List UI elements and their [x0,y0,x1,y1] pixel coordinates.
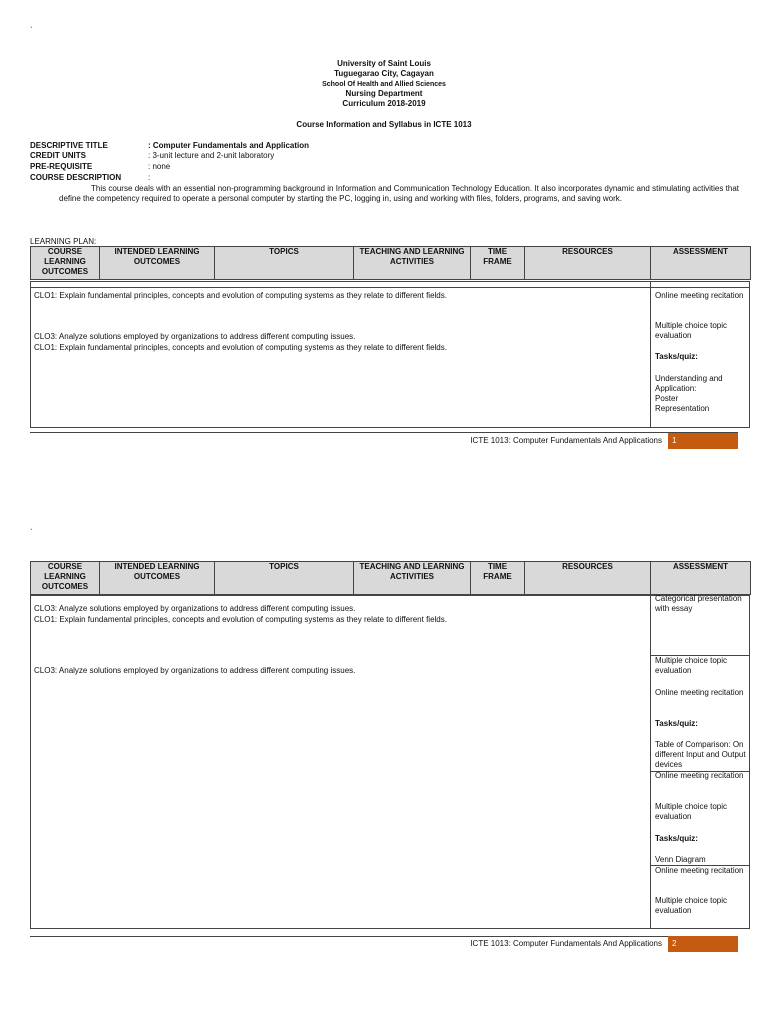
assessment-item: Multiple choice topic evaluation [655,896,728,915]
col-header-time-frame: TIME FRAME [471,562,525,595]
col-header-assessment: ASSESSMENT [651,562,751,595]
assessment-tasks-label: Tasks/quiz: [655,834,698,843]
col-header-topics: TOPICS [215,247,354,280]
col-header-topics: TOPICS [215,562,354,595]
table-row-text: CLO3: Analyze solutions employed by organizations to address different computing issues. [34,604,356,613]
col-header-clo: COURSE LEARNING OUTCOMES [31,247,100,280]
col-header-tla: TEACHING AND LEARNING ACTIVITIES [354,247,471,280]
footer-course-p2: ICTE 1013: Computer Fundamentals And Applications [470,939,662,948]
assessment-item: Multiple choice topic evaluation [655,802,728,821]
col-header-resources: RESOURCES [525,562,651,595]
curriculum-year: Curriculum 2018-2019 [342,99,426,108]
assessment-item: Online meeting recitation [655,866,744,875]
assessment-item: Online meeting recitation [655,771,744,780]
learning-plan-header-p1 [30,246,751,280]
footer-course-p1: ICTE 1013: Computer Fundamentals And Applications [470,436,662,445]
table-row-text: CLO1: Explain fundamental principles, concepts and evolution of computing systems as they relate to different fields. [34,291,447,300]
credit-units-value: : 3-unit lecture and 2-unit laboratory [148,151,275,160]
credit-units-label: CREDIT UNITS [30,151,86,160]
descriptive-title-value: : Computer Fundamentals and Application [148,141,310,150]
col-header-ilo: INTENDED LEARNING OUTCOMES [100,562,215,595]
footer-rule-p1 [30,432,738,433]
course-description-text [59,184,739,204]
col-header-assessment: ASSESSMENT [651,247,751,280]
syllabus-title: Course Information and Syllabus in ICTE 1013 [296,120,472,129]
assessment-item: Multiple choice topic evaluation [655,656,728,675]
col-header-ilo: INTENDED LEARNING OUTCOMES [100,247,215,280]
assessment-item: Representation [655,404,710,413]
page-number-badge-p2: 2 [668,936,738,952]
assessment-tasks-label: Tasks/quiz: [655,719,698,728]
assessment-item: Venn Diagram [655,855,706,864]
page-tick-mark: ` [30,26,33,35]
assessment-item: Understanding and Application: [655,374,723,393]
assessment-divider-p2 [650,595,651,928]
university-city: Tuguegarao City, Cagayan [334,69,434,78]
school-name-text: School Of Health and Allied Sciences [322,81,446,88]
university-name: University of Saint Louis [337,59,431,68]
table-body-p1 [30,287,750,428]
assessment-tasks-label: Tasks/quiz: [655,352,698,361]
assessment-item: Poster [655,394,679,403]
assessment-item: Categorical presentation with essay [655,594,742,613]
page-tick-mark: ` [30,528,33,537]
course-description-label: COURSE DESCRIPTION [30,173,122,182]
table-row-text: CLO1: Explain fundamental principles, concepts and evolution of computing systems as they relate to different fields. [34,343,447,352]
table-row-text: CLO3: Analyze solutions employed by organizations to address different computing issues. [34,332,356,341]
col-header-resources: RESOURCES [525,247,651,280]
col-header-clo: COURSE LEARNING OUTCOMES [31,562,100,595]
learning-plan-label: LEARNING PLAN: [30,237,97,246]
footer-rule-p2 [30,936,738,937]
assessment-item: Online meeting recitation [655,291,744,300]
department-name: Nursing Department [345,89,423,98]
prerequisite-value: : none [148,162,171,171]
col-header-tla: TEACHING AND LEARNING ACTIVITIES [354,562,471,595]
prerequisite-label: PRE-REQUISITE [30,162,93,171]
col-header-time-frame: TIME FRAME [471,247,525,280]
assessment-item: Table of Comparison: On different Input and Output devices [655,740,746,769]
table-row-text: CLO1: Explain fundamental principles, concepts and evolution of computing systems as they relate to different fields. [34,615,447,624]
table-row-text: CLO3: Analyze solutions employed by organizations to address different computing issues. [34,666,356,675]
page-number-badge-p1: 1 [668,433,738,449]
learning-plan-header-p2 [30,561,751,595]
assessment-item: Multiple choice topic evaluation [655,321,728,340]
assessment-item: Online meeting recitation [655,688,744,697]
table-body-p2 [30,595,750,929]
course-description-body: This course deals with an essential non-programming background in Information and Communication Technology Education. It also incorporates dynamic and stimulating activities that define the competency required to operate a personal computer by starting the PC, logging in, using and working with files, folders, programs, and saving work. [59,184,739,203]
assessment-divider-p1 [650,281,651,427]
course-description-colon: : [148,173,151,182]
descriptive-title-label: DESCRIPTIVE TITLE [30,141,108,150]
